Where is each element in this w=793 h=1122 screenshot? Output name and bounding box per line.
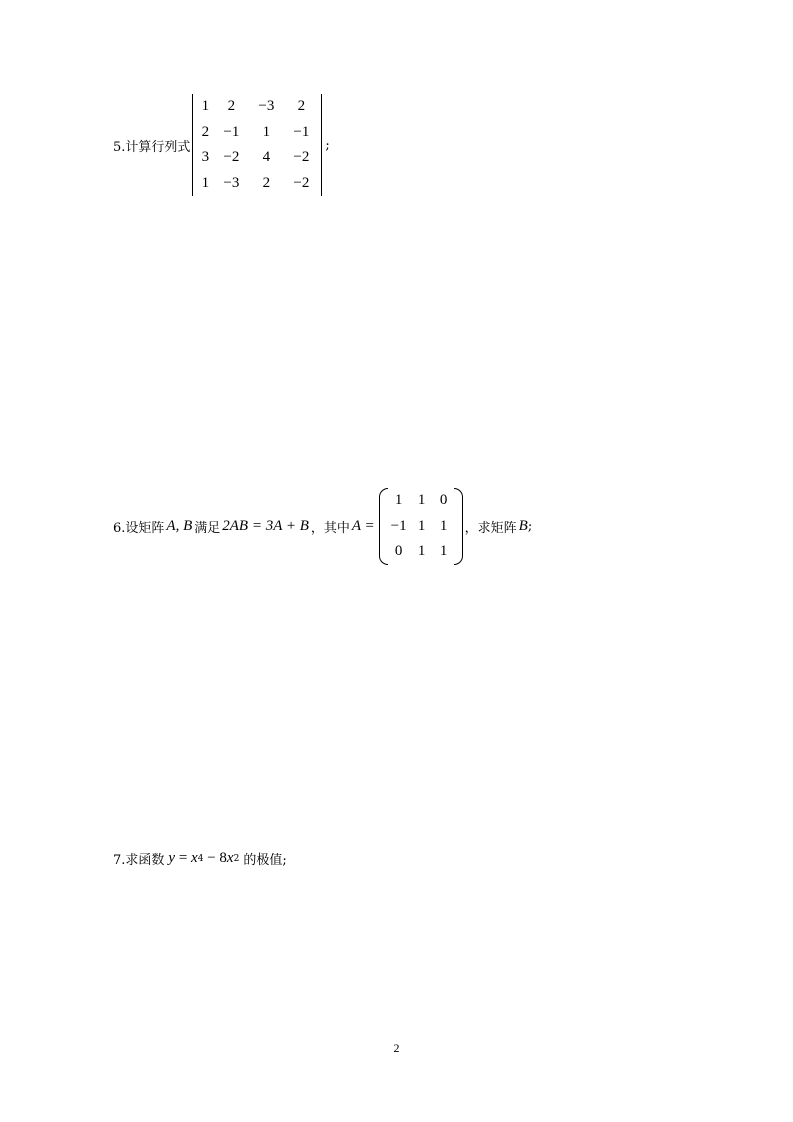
- q6-equation: 2AB = 3A + B: [222, 517, 309, 534]
- q7-y: y: [168, 850, 176, 866]
- matrix-a-cell: 1: [394, 492, 403, 508]
- determinant-cell: −2: [223, 149, 240, 165]
- determinant-cell: 2: [227, 98, 236, 114]
- q5-tail: ;: [325, 137, 330, 153]
- determinant-grid: [196, 94, 318, 196]
- matrix-a-cell: 0: [394, 543, 403, 559]
- matrix-a-cell: 1: [439, 517, 448, 534]
- q7-eq: =: [175, 850, 192, 866]
- q6-text1: 满足: [194, 520, 221, 536]
- determinant-cell: 1: [201, 98, 210, 114]
- left-paren: [379, 488, 388, 565]
- right-paren: [454, 488, 463, 565]
- determinant: [192, 94, 322, 196]
- q7-exp2: 2: [233, 853, 240, 864]
- q6-tail: ;: [527, 518, 533, 534]
- q7-minus: − 8: [203, 850, 227, 866]
- determinant-cell: −1: [223, 123, 240, 140]
- question-6: [113, 488, 532, 565]
- q7-x2: x: [226, 850, 234, 866]
- q5-label: 5.计算行列式: [113, 139, 191, 155]
- q6-label: 6.设矩阵: [113, 520, 165, 536]
- matrix-a-cell: 1: [417, 543, 426, 559]
- q6-vars: A, B: [166, 517, 193, 534]
- determinant-cell: 2: [201, 123, 210, 140]
- question-7: [113, 849, 287, 868]
- determinant-cell: −3: [223, 174, 240, 191]
- matrix-a-cell: 1: [417, 492, 426, 508]
- q7-text: 的极值;: [243, 853, 287, 868]
- question-5: [113, 94, 330, 196]
- q6-target: B: [518, 517, 528, 534]
- determinant-cell: −1: [293, 123, 310, 140]
- page-number: 2: [393, 1041, 400, 1055]
- determinant-cell: −2: [293, 174, 310, 191]
- matrix-a-grid: [388, 488, 454, 565]
- q7-exp1: 4: [197, 853, 204, 864]
- determinant-cell: −3: [258, 98, 275, 114]
- q7-label: 7.求函数: [113, 853, 165, 868]
- determinant-cell: −2: [293, 149, 310, 165]
- determinant-cell: 1: [262, 123, 271, 140]
- matrix-a-cell: 0: [439, 492, 448, 508]
- determinant-cell: 1: [201, 174, 210, 191]
- determinant-cell: 2: [262, 174, 271, 191]
- matrix-a: [379, 488, 463, 565]
- determinant-cell: 3: [201, 149, 210, 165]
- q7-x1: x: [191, 850, 198, 866]
- q6-text3: ，求矩阵: [464, 520, 517, 536]
- determinant-cell: 4: [262, 149, 271, 165]
- matrix-a-cell: 1: [439, 543, 448, 559]
- matrix-a-cell: 1: [417, 517, 426, 534]
- q6-lhs: A =: [351, 517, 375, 534]
- determinant-cell: 2: [297, 98, 306, 114]
- q6-text2: ，其中: [310, 520, 350, 536]
- matrix-a-cell: −1: [390, 517, 407, 534]
